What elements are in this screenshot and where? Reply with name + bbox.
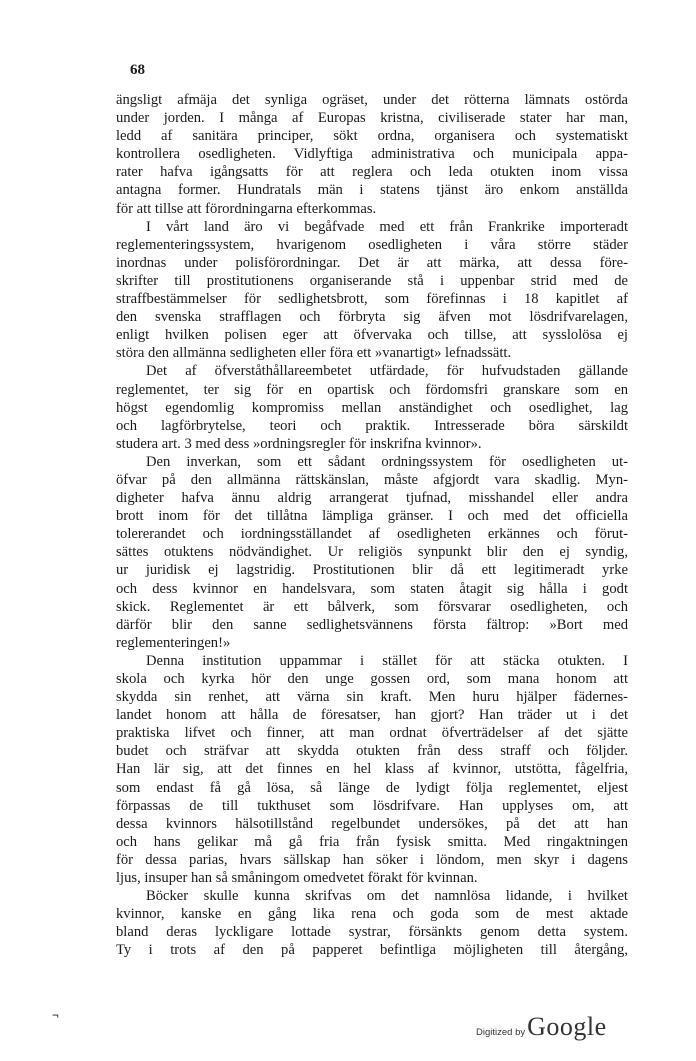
text-line: skick. Reglementet är ett bålverk, som försvarar osedligheten, och [116,598,628,615]
text-line: brott inom för det tillåtna lämpliga gränser. I och med det officiella [116,508,628,525]
text-line: Den inverkan, som ett sådant ordningssystem för osedligheten ut- [146,453,628,470]
text-line: antagna former. Hundratals män i statens tjänst äro enkom anställda [116,182,628,199]
text-line: enligt hvilken polisen eger att öfvervaka och tillse, att sysslolösa ej [116,327,628,344]
text-line: reglementet, ter sig för en opartisk och fördomsfri granskare som en [116,381,628,398]
text-line: skydda sin renhet, att värna sin kraft. Men huru hjälper fädernes- [116,689,628,706]
text-line: skrifter till prostitutionens organiserande stå i uppenbar strid med de [116,272,628,289]
text-line: för att tillse att förordningarna efterkommas. [116,200,377,217]
text-line: studera art. 3 med dess »ordningsregler för inskrifna kvinnor». [116,435,482,452]
text-line: för dessa parias, hvars sällskap han söker i löndom, men skyr i dagens [116,851,628,868]
text-line: därför blir den sanne sedlighetsvännens första fältrop: »Bort med [116,616,628,633]
text-line: reglementeringssystem, hvarigenom osedligheten i våra större städer [116,236,628,253]
text-line: ljus, insuper han så småningom omedvetet förakt för kvinnan. [116,870,478,887]
text-line: och lagförbrytelse, teori och praktik. Intresserade böra särskildt [116,417,628,434]
text-line: tolererandet och iordningsställandet af osedligheten erkännes och förut- [116,526,628,543]
text-line: Denna institution uppammar i stället för att stäcka otukten. I [146,652,628,669]
text-line: ängsligt afmäja det synliga ogräset, under det rötterna lämnats ostörda [116,92,628,108]
text-line: den svenska strafflagen och förbryta sig äfven mot lösdrifvarelagen, [116,309,628,326]
text-line: öfvar på den allmänna rättskänslan, måste afgjordt vara skadlig. Myn- [116,471,628,488]
text-line: rater hafva igångsatts för att reglera och leda otukten inom vissa [116,164,628,181]
text-line: skola och kyrka hör den unge gossen ord, som mana honom att [116,671,628,687]
google-logo: Google [527,1012,607,1041]
text-line: praktiska lifvet och finner, att man ordnat öfverträdelser af det sjätte [116,725,628,742]
text-line: sättes otuktens nödvändighet. Ur religiös synpunkt blir den ej syndig, [116,544,628,561]
text-line: digheter hafva ännu aldrig arrangerat tjufnad, misshandel eller andra [116,490,628,507]
text-line: störa den allmänna sedligheten eller föra ett »vanartigt» lefnadssätt. [116,345,512,362]
text-line: och dess kvinnor en handelsvara, som staten åtagit sig hålla i godt [116,580,628,597]
text-line: kvinnor, kanske en gång lika rena och goda som de mest aktade [116,906,628,923]
text-line: bland deras lyckligare lottade systrar, försänkts genom detta system. [116,924,628,941]
text-line: I vårt land äro vi begåfvade med ett från Frankrike importeradt [146,218,628,235]
text-line: reglementeringen!» [116,634,231,651]
text-line: förpassas de till tukthuset som lösdrifvare. Han upplyses om, att [116,797,628,814]
digitized-by-label: Digitized by [476,1027,526,1038]
page-number: 68 [130,62,145,78]
text-line: ur juridisk ej lagstridig. Prostitutionen blir då ett legitimeradt yrke [116,562,628,579]
body-text [116,91,628,960]
text-line: ledd af sanitära principer, sökt ordna, organisera och systematiskt [116,128,628,145]
text-line: Det af öfverståthållareembetet utfärdade, för hufvudstaden gällande [146,363,628,380]
text-line: högst egendomlig kompromiss mellan anständighet och osedlighet, lag [116,399,628,416]
text-line: landet honom att hålla de föresatser, han gjort? Han träder ut i det [116,707,628,724]
text-line: budet och sträfvar att skydda otukten från dess straff och följder. [116,743,628,760]
text-line: under jorden. I många af Europas kristna, civiliserade stater har man, [116,110,628,127]
text-line: som endast få gå lösa, så länge de lydigt följa reglementet, eljest [116,779,628,796]
text-line: Ty i trots af den på papperet befintliga möjligheten till återgång, [116,942,628,959]
text-line: Böcker skulle kunna skrifvas om det namnlösa lidande, i hvilket [146,888,628,905]
digitized-by-watermark [476,1012,607,1042]
text-line: inordnas under polisförordningar. Det är att märka, att dessa före- [116,254,628,271]
text-line: kontrollera osedligheten. Vidlyftiga administrativa och municipala appa- [116,146,628,163]
text-line: straffbestämmelser för sedlighetsbrott, som förefinnas i 18 kapitlet af [116,291,628,308]
text-line: Han lär sig, att det finnes en hel klass af kvinnor, utstötta, fågelfria, [116,761,628,778]
text-line: dessa kvinnors hälsotillstånd regelbundet undersökes, på det att han [116,815,628,832]
stray-mark: ¬ [52,1008,59,1022]
text-line: och hans gelikar må gå fria från fysisk smitta. Med ringaktningen [116,833,628,850]
